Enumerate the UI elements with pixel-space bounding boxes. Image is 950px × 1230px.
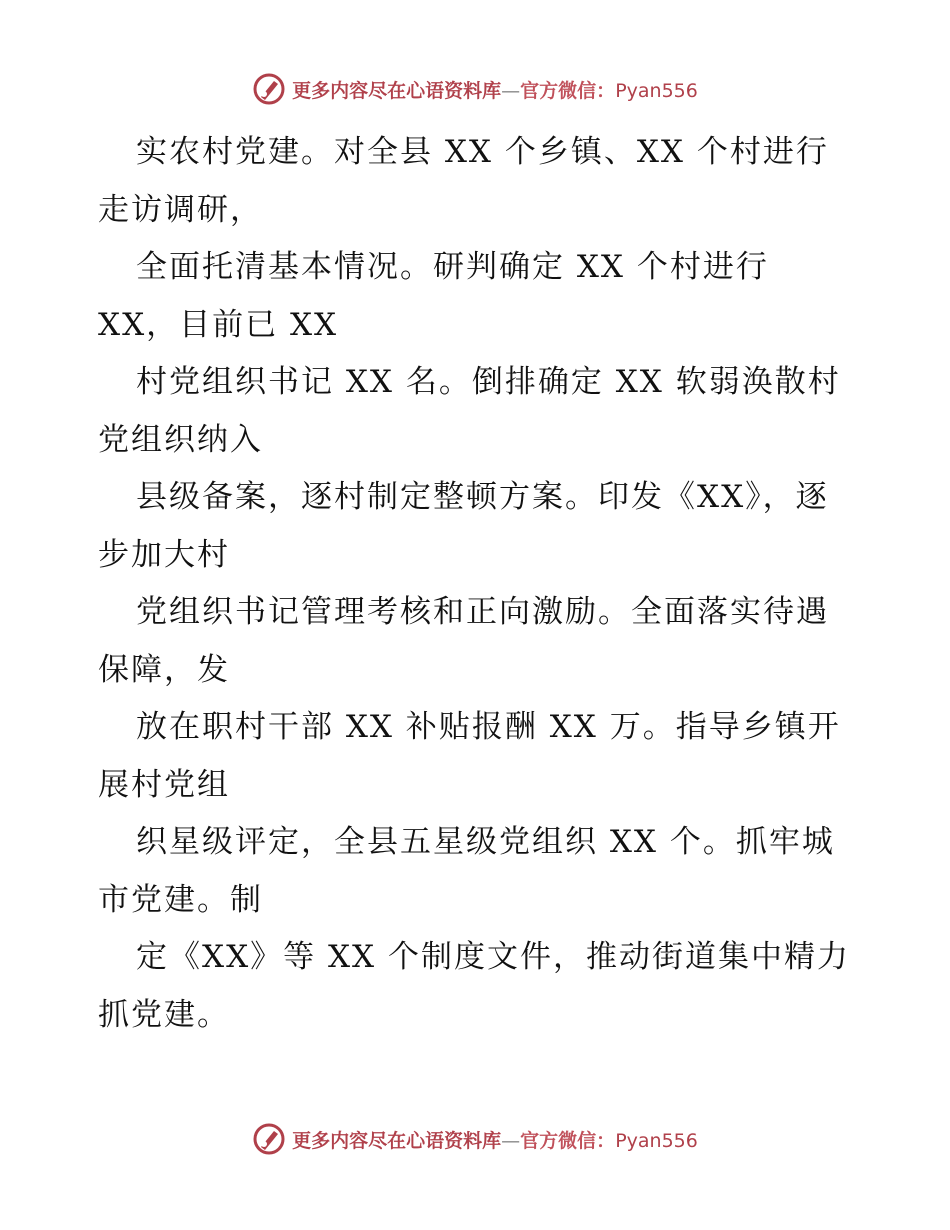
body-line: 实农村党建。对全县 XX 个乡镇、XX 个村进行 bbox=[136, 134, 829, 170]
header-wechat-label: 官方微信： bbox=[520, 79, 616, 102]
footer-dash: — bbox=[501, 1129, 521, 1152]
footer-wechat-label: 官方微信： bbox=[520, 1129, 616, 1152]
body-line: 织星级评定，全县五星级党组织 XX 个。抓牢城 bbox=[136, 824, 835, 860]
body-line: 县级备案，逐村制定整顿方案。印发《XX》，逐 bbox=[136, 479, 829, 515]
pen-circle-logo-icon bbox=[252, 1122, 286, 1156]
body-line: 市党建。制 bbox=[98, 881, 263, 918]
body-line: 定《XX》等 XX 个制度文件，推动街道集中精力 bbox=[136, 939, 850, 975]
body-line: 放在职村干部 XX 补贴报酬 XX 万。指导乡镇开 bbox=[136, 709, 841, 745]
page-footer-banner bbox=[0, 1122, 950, 1156]
footer-text bbox=[292, 1126, 698, 1153]
body-line: 走访调研， bbox=[98, 191, 263, 228]
footer-wechat-id: Pyan556 bbox=[615, 1129, 698, 1152]
header-wechat-id: Pyan556 bbox=[615, 79, 698, 102]
body-line: 抓党建。 bbox=[98, 996, 230, 1033]
page-header-banner bbox=[0, 72, 950, 106]
body-line: 全面托清基本情况。研判确定 XX 个村进行 bbox=[136, 249, 769, 285]
header-text bbox=[292, 76, 698, 103]
body-line: XX，目前已 XX bbox=[98, 306, 339, 343]
body-line: 步加大村 bbox=[98, 536, 230, 573]
body-line: 保障，发 bbox=[98, 651, 230, 688]
header-dash: — bbox=[501, 79, 521, 102]
document-body bbox=[98, 124, 858, 1044]
body-line: 党组织纳入 bbox=[98, 421, 263, 458]
body-line: 党组织书记管理考核和正向激励。全面落实待遇 bbox=[136, 594, 829, 630]
body-line: 村党组织书记 XX 名。倒排确定 XX 软弱涣散村 bbox=[136, 364, 841, 400]
pen-circle-logo-icon bbox=[252, 72, 286, 106]
header-brand-text: 更多内容尽在心语资料库 bbox=[292, 79, 502, 102]
footer-brand-text: 更多内容尽在心语资料库 bbox=[292, 1129, 502, 1152]
body-line: 展村党组 bbox=[98, 766, 230, 803]
